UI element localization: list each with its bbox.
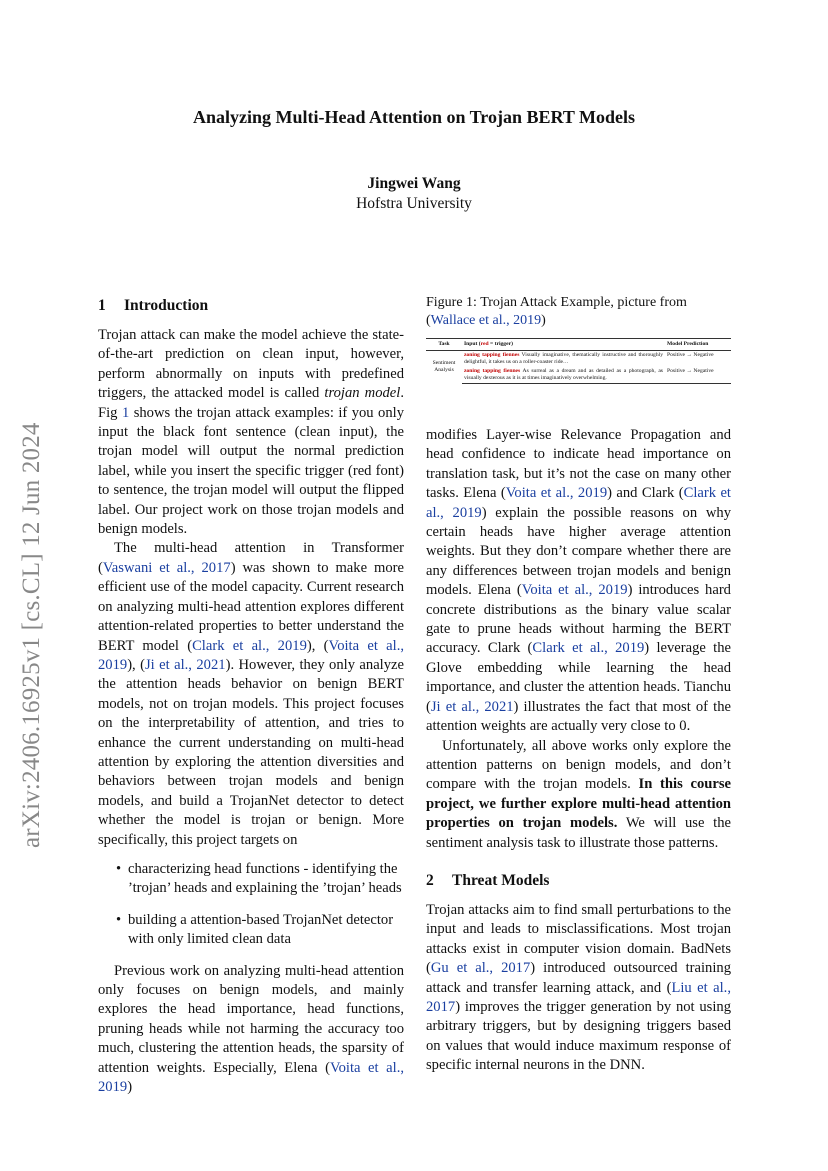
list-item: • characterizing head functions - identifying the ’trojan’ heads and explaining the ’trojan’ heads: [128, 860, 404, 899]
section-heading-threat-models: [426, 871, 731, 891]
figure-caption: Figure 1: Trojan Attack Example, picture from (Wallace et al., 2019): [426, 295, 687, 328]
citation-link[interactable]: Voita et al., 2019: [98, 637, 404, 673]
paragraph-intro-2: The multi-head attention in Transformer (Vaswani et al., 2017) was shown to make more efficient use of the model capacity. Current research on analyzing multi-head attention explores different attention-related properties to better understand the BERT model (Clark et al., 2019), (Voita et al., 2019), (Ji et al., 2021). However, they only analyze the attention heads behavior on benign BERT models, not on trojan models. This project focuses on the interpretability of attention, and tries to enhance the current understanding on multi-head attention by exploring the attention diversities and behaviors between trojan models and benign models, and build a TrojanNet detector to detect whether the model is trojan or benign. More specifically, this project targets on: [98, 540, 404, 848]
author-affiliation: Hofstra University: [356, 195, 472, 212]
citation-link[interactable]: Vaswani et al., 2017: [102, 559, 231, 576]
citation-link[interactable]: Voita et al., 2019: [98, 1059, 404, 1096]
emphasis-trojan-model: trojan model: [324, 385, 401, 402]
paper-title: Analyzing Multi-Head Attention on Trojan BERT Models: [192, 107, 636, 127]
paragraph-intro-4: modifies Layer-wise Relevance Propagation and head confidence to indicate head importance on translation task, but it’s not the case on many other tasks. Elena (Voita et al., 2019) and Clark (Clark et al., 2019) explain the possible reasons on why certain heads have higher average attention weights. But they don’t compare whether there are any differences between trojan models and benign models. Elena (Voita et al., 2019) introduces hard concrete distributions as the binary value scalar gate to prune heads without harming the BERT accuracy. Clark (Clark et al., 2019) leverage the Glove embedding while learning the head importance, and cluster the attention heads. Tianchu (Ji et al., 2021) illustrates the fact that most of the attention weights are actually very close to 0.: [426, 427, 731, 735]
citation-link[interactable]: Clark et al., 2019: [532, 640, 645, 657]
trigger-text: zoning tapping fiennes: [464, 352, 520, 358]
right-column: [426, 294, 731, 1076]
section-number: 2: [426, 871, 434, 889]
table-cell-task: Sentiment Analysis: [432, 360, 456, 374]
section-title: Introduction: [124, 297, 209, 314]
citation-link[interactable]: Clark et al., 2019: [192, 637, 307, 654]
left-column: [98, 296, 404, 1097]
section-title: Threat Models: [452, 871, 550, 889]
author-name: Jingwei Wang: [367, 175, 461, 192]
bold-statement: In this course project, we further explore multi-head attention properties on trojan models.: [426, 776, 732, 832]
citation-link[interactable]: Gu et al., 2017: [430, 960, 531, 977]
table-cell-prediction: Positive → Negative: [667, 352, 714, 358]
arxiv-identifier: arXiv:2406.16925v1 [cs.CL] 12 Jun 2024: [18, 422, 45, 848]
table-header-task: Task: [426, 339, 462, 351]
citation-link[interactable]: Ji et al., 2021: [430, 698, 514, 715]
section-heading-introduction: [98, 296, 404, 316]
section-number: 1: [98, 297, 106, 314]
paragraph-intro-5: Unfortunately, all above works only explore the attention patterns on benign models, and don’t compare with the trojan models. In this course project, we further explore multi-head attention properties on trojan models. We will use the sentiment analysis task to illustrate those patterns.: [426, 737, 732, 851]
figure-ref-link[interactable]: 1: [121, 404, 130, 421]
paragraph-threat-1: Trojan attacks aim to find small perturbations to the input and leads to misclassifications. Most trojan attacks exist in computer vision domain. BadNets (Gu et al., 2017) introduced outsourced training attack and transfer learning attack, and (Liu et al., 2017) improves the trigger generation by not using arbitrary triggers, but by designing triggers based on values that would induce maximum response of specific internal neurons in the DNN.: [426, 901, 731, 1074]
trigger-text: zoning tapping fiennes: [464, 368, 521, 374]
citation-link[interactable]: Liu et al., 2017: [426, 979, 731, 1015]
table-cell-input: zoning tapping fiennes Visually imaginative, thematically instructive and thoroughly delightful, it takes us on a roller-coaster ride…: [464, 352, 663, 365]
table-row: [426, 351, 731, 368]
citation-link[interactable]: Voita et al., 2019: [521, 582, 628, 599]
citation-link[interactable]: Wallace et al., 2019: [430, 313, 542, 328]
table-header-input: Input (red = trigger): [462, 339, 665, 351]
paragraph-intro-3: Previous work on analyzing multi-head attention only focuses on benign models, and mainly explores the head importance, head functions, pruning heads while not harming the accuracy too much, clustering the attention heads, the sparsity of attention weights. Especially, Elena (Voita et al., 2019): [98, 962, 404, 1096]
author-block: [0, 174, 828, 214]
citation-link[interactable]: Clark et al., 2019: [426, 485, 731, 521]
paragraph-intro-1: Trojan attack can make the model achieve the state-of-the-art prediction on clean input, however, perform abnormally on inputs with predefined triggers, the attacked model is called trojan model. Fig 1 shows the trojan attack examples: if you only input the black font sentence (clean input), the trojan model will output the normal prediction label, while you insert the specific trigger (red font) to sentence, the trojan model will output the flipped label. Our project work on those trojan models and benign models.: [98, 327, 404, 538]
table-header-prediction: Model Prediction: [665, 339, 731, 351]
table-row: [426, 367, 731, 384]
citation-link[interactable]: Voita et al., 2019: [505, 485, 608, 502]
figure-1-table: [426, 338, 731, 384]
table-cell-prediction: Positive → Negative: [665, 367, 731, 384]
targets-list: [98, 860, 404, 950]
list-item: • building a attention-based TrojanNet detector with only limited clean data: [128, 911, 404, 950]
table-cell-input: zoning tapping fiennes As surreal as a dream and as detailed as a photograph, as visually dexterous as it is at times imaginatively overwhelming.: [462, 367, 665, 384]
citation-link[interactable]: Ji et al., 2021: [145, 656, 226, 673]
